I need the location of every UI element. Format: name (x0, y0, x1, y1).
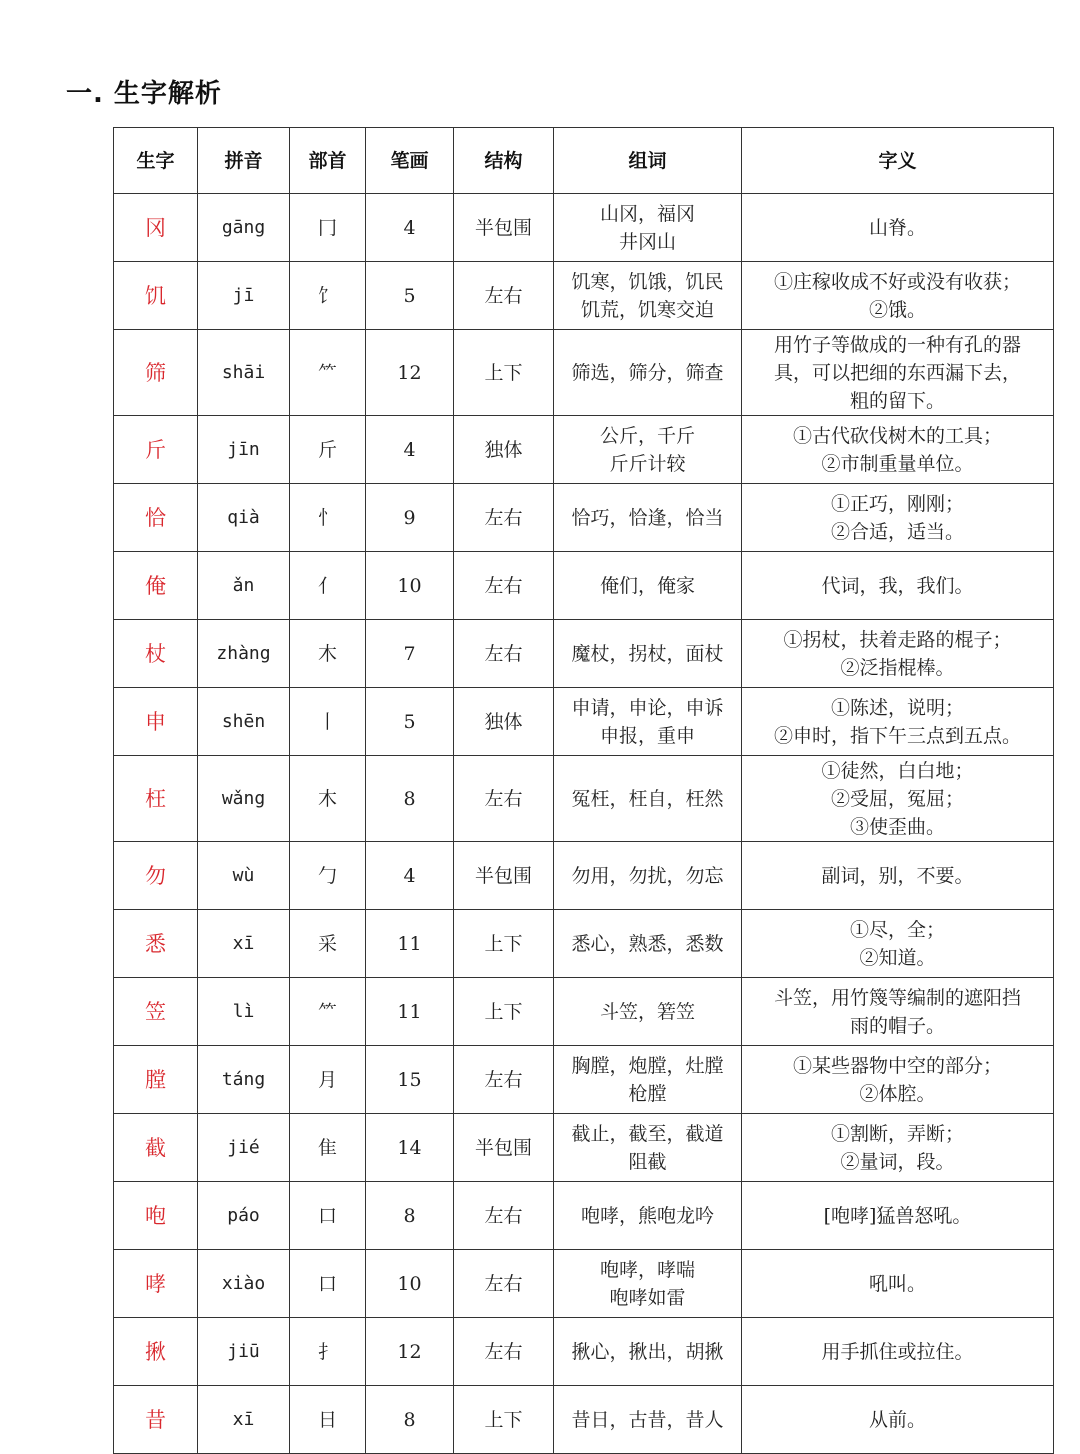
meaning-line: ②合适，适当。 (830, 520, 964, 543)
radical-cell: ⺮ (290, 978, 366, 1046)
structure-cell: 上下 (454, 910, 554, 978)
meaning-cell (742, 978, 1054, 1046)
section-title: 一. 生字解析 (66, 79, 222, 109)
char-cell: 哮 (114, 1250, 198, 1318)
structure-cell: 半包围 (454, 194, 554, 262)
words-cell (554, 1046, 742, 1114)
word-line: 昔日，古昔，昔人 (571, 1408, 724, 1431)
word-line: 申请，申论，申诉 (571, 696, 724, 719)
structure-cell: 独体 (454, 416, 554, 484)
word-line: 公斤，千斤 (599, 424, 695, 447)
radical-cell: 月 (290, 1046, 366, 1114)
meaning-cell (742, 910, 1054, 978)
pinyin-cell: shēn (198, 688, 290, 756)
words-cell (554, 330, 742, 416)
word-line: 山冈，福冈 (599, 202, 695, 225)
pinyin-cell: jī (198, 262, 290, 330)
char-cell: 悉 (114, 910, 198, 978)
radical-cell: 隹 (290, 1114, 366, 1182)
meaning-line: ①拐杖，扶着走路的棍子； (783, 628, 1012, 651)
word-line: 俺们，俺家 (599, 574, 695, 597)
strokes-cell: 8 (366, 1182, 454, 1250)
char-cell: 截 (114, 1114, 198, 1182)
table-row (114, 978, 1054, 1046)
char-cell: 俺 (114, 552, 198, 620)
word-line: 恰巧，恰逢，恰当 (571, 506, 724, 529)
pinyin-cell: xī (198, 910, 290, 978)
character-analysis-table (113, 127, 1054, 1454)
radical-cell: ⺮ (290, 330, 366, 416)
strokes-cell: 12 (366, 1318, 454, 1386)
structure-cell: 半包围 (454, 1114, 554, 1182)
pinyin-cell: jié (198, 1114, 290, 1182)
words-cell (554, 620, 742, 688)
char-cell: 枉 (114, 756, 198, 842)
char-cell: 杖 (114, 620, 198, 688)
table-row (114, 194, 1054, 262)
structure-cell: 半包围 (454, 842, 554, 910)
table-row (114, 1046, 1054, 1114)
word-line: 截止，截至，截道 (571, 1122, 724, 1145)
header-meaning: 字义 (742, 128, 1054, 194)
pinyin-cell: wǎng (198, 756, 290, 842)
words-cell (554, 262, 742, 330)
header-structure: 结构 (454, 128, 554, 194)
meaning-line: ①古代砍伐树木的工具； (792, 424, 1002, 447)
words-cell (554, 910, 742, 978)
strokes-cell: 9 (366, 484, 454, 552)
table-row (114, 484, 1054, 552)
structure-cell: 左右 (454, 1250, 554, 1318)
words-cell (554, 552, 742, 620)
meaning-line: ①某些器物中空的部分； (792, 1054, 1002, 1077)
char-cell: 斤 (114, 416, 198, 484)
strokes-cell: 12 (366, 330, 454, 416)
words-cell (554, 978, 742, 1046)
word-line: 饥荒，饥寒交迫 (580, 298, 714, 321)
table-header-row (114, 128, 1054, 194)
char-cell: 申 (114, 688, 198, 756)
radical-cell: 丨 (290, 688, 366, 756)
words-cell (554, 484, 742, 552)
strokes-cell: 10 (366, 552, 454, 620)
meaning-line: ②体腔。 (859, 1082, 936, 1105)
pinyin-cell: táng (198, 1046, 290, 1114)
meaning-cell (742, 552, 1054, 620)
meaning-cell (742, 842, 1054, 910)
strokes-cell: 7 (366, 620, 454, 688)
radical-cell: 口 (290, 1250, 366, 1318)
radical-cell: 扌 (290, 1318, 366, 1386)
word-line: 筛选，筛分，筛查 (571, 361, 724, 384)
meaning-line: ①割断，弄断； (830, 1122, 964, 1145)
meaning-line: 斗笠，用竹篾等编制的遮阳挡 (773, 986, 1021, 1009)
header-radical: 部首 (290, 128, 366, 194)
table-row (114, 688, 1054, 756)
table-row (114, 1182, 1054, 1250)
meaning-line: ②泛指棍棒。 (840, 656, 955, 679)
meaning-line: ②量词，段。 (840, 1150, 955, 1173)
meaning-line: ①徒然，白白地； (821, 759, 974, 782)
word-line: 斤斤计较 (609, 452, 686, 475)
structure-cell: 上下 (454, 978, 554, 1046)
strokes-cell: 8 (366, 756, 454, 842)
pinyin-cell: lì (198, 978, 290, 1046)
meaning-line: ①正巧，刚刚； (830, 492, 964, 515)
radical-cell: 木 (290, 756, 366, 842)
word-line: 饥寒，饥饿，饥民 (571, 270, 724, 293)
word-line: 冤枉，枉自，枉然 (571, 787, 724, 810)
structure-cell: 左右 (454, 1046, 554, 1114)
meaning-line: ①陈述，说明； (830, 696, 964, 719)
radical-cell: 斤 (290, 416, 366, 484)
word-line: 咆哮，哮喘 (599, 1258, 695, 1281)
pinyin-cell: ǎn (198, 552, 290, 620)
radical-cell: 亻 (290, 552, 366, 620)
meaning-line: 副词，别，不要。 (821, 864, 974, 887)
word-line: 咆哮如雷 (609, 1286, 686, 1309)
meaning-line: ②知道。 (859, 946, 936, 969)
meaning-line: 粗的留下。 (849, 389, 945, 412)
radical-cell: 采 (290, 910, 366, 978)
pinyin-cell: xiào (198, 1250, 290, 1318)
table-row (114, 756, 1054, 842)
meaning-cell (742, 1114, 1054, 1182)
pinyin-cell: zhàng (198, 620, 290, 688)
strokes-cell: 4 (366, 416, 454, 484)
char-cell: 咆 (114, 1182, 198, 1250)
word-line: 枪膛 (628, 1082, 667, 1105)
meaning-cell (742, 1386, 1054, 1454)
radical-cell: 勹 (290, 842, 366, 910)
structure-cell: 左右 (454, 620, 554, 688)
word-line: 魔杖，拐杖，面杖 (571, 642, 724, 665)
table-row (114, 330, 1054, 416)
pinyin-cell: gāng (198, 194, 290, 262)
word-line: 勿用，勿扰，勿忘 (571, 864, 724, 887)
table-row (114, 620, 1054, 688)
header-char: 生字 (114, 128, 198, 194)
meaning-line: [咆哮]猛兽怒吼。 (823, 1204, 972, 1227)
meaning-cell (742, 1182, 1054, 1250)
strokes-cell: 15 (366, 1046, 454, 1114)
meaning-line: 用竹子等做成的一种有孔的器 (773, 333, 1021, 356)
pinyin-cell: wù (198, 842, 290, 910)
meaning-line: 代词，我，我们。 (821, 574, 974, 597)
char-cell: 筛 (114, 330, 198, 416)
words-cell (554, 1318, 742, 1386)
meaning-line: ①庄稼收成不好或没有收获； (773, 270, 1021, 293)
meaning-line: 从前。 (868, 1408, 926, 1431)
structure-cell: 左右 (454, 1182, 554, 1250)
table-row (114, 1318, 1054, 1386)
meaning-line: ②饿。 (868, 298, 926, 321)
pinyin-cell: qià (198, 484, 290, 552)
table-row (114, 1114, 1054, 1182)
meaning-line: 雨的帽子。 (849, 1014, 945, 1037)
structure-cell: 上下 (454, 1386, 554, 1454)
structure-cell: 左右 (454, 552, 554, 620)
radical-cell: 冂 (290, 194, 366, 262)
strokes-cell: 5 (366, 262, 454, 330)
words-cell (554, 688, 742, 756)
word-line: 阻截 (628, 1150, 667, 1173)
word-line: 咆哮，熊咆龙吟 (580, 1204, 714, 1227)
table-body (114, 194, 1054, 1454)
meaning-cell (742, 756, 1054, 842)
strokes-cell: 11 (366, 978, 454, 1046)
words-cell (554, 1182, 742, 1250)
structure-cell: 上下 (454, 330, 554, 416)
structure-cell: 左右 (454, 756, 554, 842)
word-line: 斗笠，箬笠 (599, 1000, 695, 1023)
radical-cell: 饣 (290, 262, 366, 330)
meaning-line: ③使歪曲。 (849, 815, 945, 838)
meaning-line: ②市制重量单位。 (821, 452, 974, 475)
char-cell: 冈 (114, 194, 198, 262)
word-line: 申报，重申 (599, 724, 695, 747)
pinyin-cell: jīn (198, 416, 290, 484)
table-row (114, 262, 1054, 330)
words-cell (554, 1250, 742, 1318)
word-line: 井冈山 (618, 230, 676, 253)
words-cell (554, 756, 742, 842)
structure-cell: 独体 (454, 688, 554, 756)
meaning-cell (742, 1318, 1054, 1386)
strokes-cell: 4 (366, 842, 454, 910)
strokes-cell: 14 (366, 1114, 454, 1182)
header-words: 组词 (554, 128, 742, 194)
table-row (114, 552, 1054, 620)
word-line: 揪心，揪出，胡揪 (571, 1340, 724, 1363)
strokes-cell: 5 (366, 688, 454, 756)
structure-cell: 左右 (454, 262, 554, 330)
structure-cell: 左右 (454, 1318, 554, 1386)
table-row (114, 842, 1054, 910)
strokes-cell: 8 (366, 1386, 454, 1454)
header-pinyin: 拼音 (198, 128, 290, 194)
table-row (114, 416, 1054, 484)
meaning-cell (742, 620, 1054, 688)
meaning-cell (742, 262, 1054, 330)
char-cell: 揪 (114, 1318, 198, 1386)
words-cell (554, 1386, 742, 1454)
char-cell: 饥 (114, 262, 198, 330)
char-cell: 昔 (114, 1386, 198, 1454)
meaning-line: 具，可以把细的东西漏下去， (773, 361, 1021, 384)
meaning-cell (742, 484, 1054, 552)
radical-cell: 日 (290, 1386, 366, 1454)
table-row (114, 1386, 1054, 1454)
meaning-cell (742, 688, 1054, 756)
word-line: 胸膛，炮膛，灶膛 (571, 1054, 724, 1077)
radical-cell: 忄 (290, 484, 366, 552)
pinyin-cell: páo (198, 1182, 290, 1250)
strokes-cell: 11 (366, 910, 454, 978)
meaning-line: ②申时，指下午三点到五点。 (773, 724, 1021, 747)
radical-cell: 口 (290, 1182, 366, 1250)
meaning-line: 山脊。 (868, 216, 926, 239)
radical-cell: 木 (290, 620, 366, 688)
meaning-line: ①尽，全； (849, 918, 945, 941)
strokes-cell: 10 (366, 1250, 454, 1318)
char-cell: 恰 (114, 484, 198, 552)
char-cell: 膛 (114, 1046, 198, 1114)
structure-cell: 左右 (454, 484, 554, 552)
meaning-cell (742, 194, 1054, 262)
word-line: 悉心，熟悉，悉数 (571, 932, 724, 955)
strokes-cell: 4 (366, 194, 454, 262)
char-cell: 勿 (114, 842, 198, 910)
meaning-cell (742, 1250, 1054, 1318)
words-cell (554, 194, 742, 262)
meaning-cell (742, 416, 1054, 484)
meaning-line: 用手抓住或拉住。 (821, 1340, 974, 1363)
char-cell: 笠 (114, 978, 198, 1046)
words-cell (554, 416, 742, 484)
words-cell (554, 1114, 742, 1182)
meaning-line: 吼叫。 (868, 1272, 926, 1295)
pinyin-cell: jiū (198, 1318, 290, 1386)
table-row (114, 1250, 1054, 1318)
header-strokes: 笔画 (366, 128, 454, 194)
meaning-cell (742, 1046, 1054, 1114)
table-row (114, 910, 1054, 978)
pinyin-cell: shāi (198, 330, 290, 416)
meaning-cell (742, 330, 1054, 416)
words-cell (554, 842, 742, 910)
pinyin-cell: xī (198, 1386, 290, 1454)
meaning-line: ②受屈，冤屈； (830, 787, 964, 810)
